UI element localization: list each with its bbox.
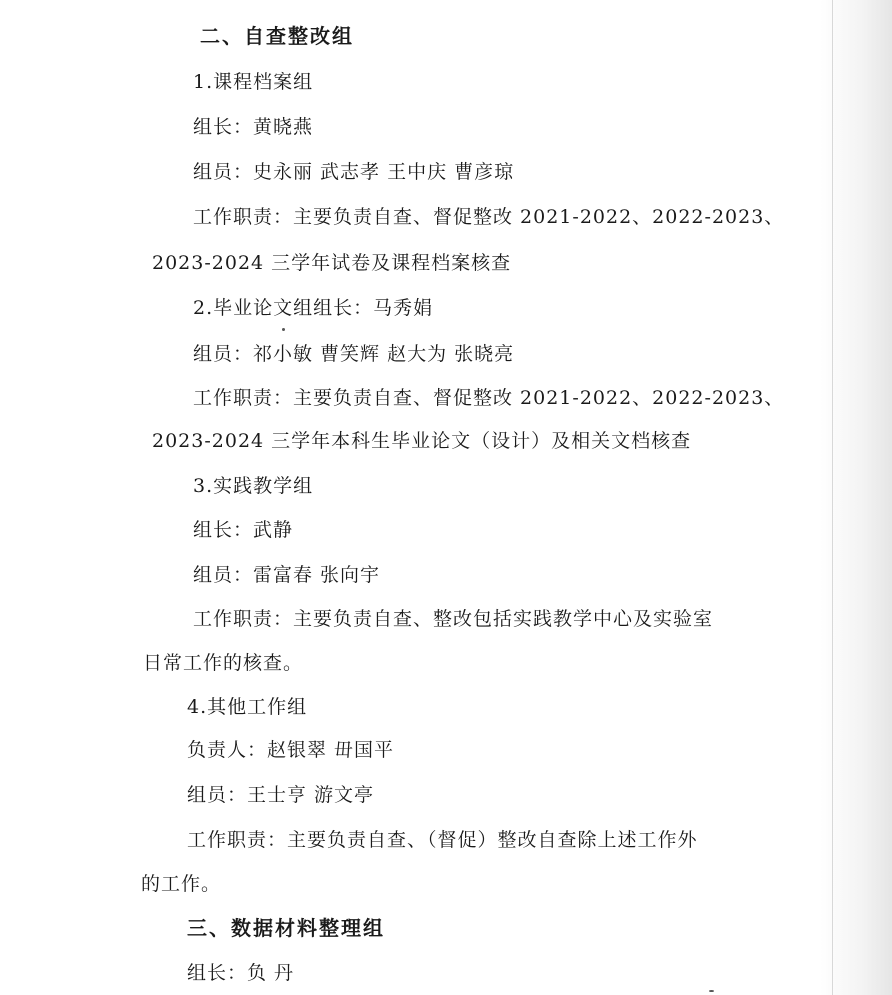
group-2-duty-line-2: 2023-2024 三学年本科生毕业论文（设计）及相关文档核查	[152, 430, 692, 452]
group-4-duty-line-2: 的工作。	[141, 873, 222, 895]
group-4-members: 组员：王士亨 游文亭	[187, 784, 375, 806]
data-group-leader: 组长：负 丹	[187, 962, 295, 984]
group-title-3: 3.实践教学组	[193, 475, 314, 497]
group-4-duty-line-1: 工作职责：主要负责自查、（督促）整改自查除上述工作外	[187, 829, 698, 851]
group-4-responsible: 负责人：赵银翠 毌国平	[187, 739, 395, 761]
group-2-duty-line-1: 工作职责：主要负责自查、督促整改 2021-2022、2022-2023、	[193, 387, 785, 409]
group-1-members: 组员：史永丽 武志孝 王中庆 曹彦琼	[193, 161, 515, 183]
scan-speck	[282, 328, 285, 331]
group-3-duty-line-2: 日常工作的核查。	[143, 652, 304, 674]
group-1-duty-line-1: 工作职责：主要负责自查、督促整改 2021-2022、2022-2023、	[193, 206, 785, 228]
group-title-2: 2.毕业论文组组长：马秀娟	[193, 297, 434, 319]
scan-speck	[709, 990, 714, 992]
group-1-duty-line-2: 2023-2024 三学年试卷及课程档案核查	[152, 252, 512, 274]
group-3-duty-line-1: 工作职责：主要负责自查、整改包括实践教学中心及实验室	[193, 608, 714, 630]
scan-edge-line	[832, 0, 833, 995]
group-3-members: 组员：雷富春 张向宇	[193, 564, 381, 586]
group-3-leader: 组长：武静	[193, 519, 294, 541]
group-title-4: 4.其他工作组	[187, 696, 308, 718]
group-title-1: 1.课程档案组	[193, 71, 314, 93]
group-1-leader: 组长：黄晓燕	[193, 116, 314, 138]
section-heading-2: 二、自查整改组	[200, 24, 354, 48]
scan-edge-shadow	[820, 0, 892, 995]
section-heading-3: 三、数据材料整理组	[187, 916, 385, 940]
group-2-members: 组员：祁小敏 曹笑辉 赵大为 张晓亮	[193, 343, 515, 365]
